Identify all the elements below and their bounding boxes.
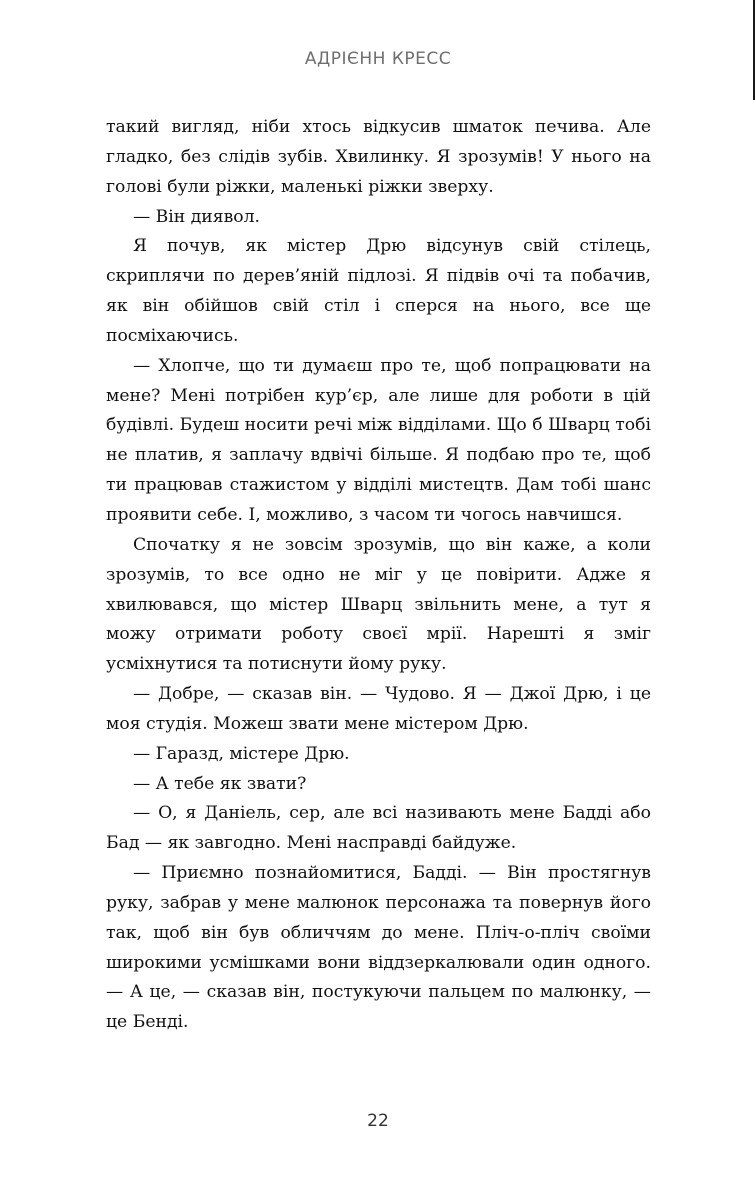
- paragraph: — Добре, — сказав він. — Чудово. Я — Джої Дрю, і це моя студія. Можеш звати мене містером Дрю.: [106, 684, 651, 734]
- paragraph: Я почув, як містер Дрю відсунув свій стілець, скриплячи по дерев’яній підлозі. Я підвів очі та побачив, як він обійшов свій стіл і сперся на нього, все ще посміхаючись.: [106, 236, 651, 346]
- paragraph: — О, я Даніель, сер, але всі називають мене Бадді або Бад — як завгодно. Мені насправді байдуже.: [106, 803, 651, 854]
- paragraph: — Він диявол.: [133, 206, 260, 227]
- paragraph: — А тебе як звати?: [133, 773, 307, 794]
- paragraph: — Хлопче, що ти думаєш про те, щоб попрацювати на мене? Мені потрібен кур’єр, але лише для роботи в цій будівлі. Будеш носити речі між відділами. Що б Шварц тобі не платив, я заплачу вдвічі більше. Я подбаю про те, щоб ти працював стажистом у відділі мистецтв. Дам тобі шанс проявити себе. І, можливо, з часом ти чогось навчишся.: [106, 355, 651, 525]
- body-text: [106, 113, 651, 1038]
- paragraph: — Гаразд, містере Дрю.: [133, 743, 350, 764]
- page-number: 22: [367, 1111, 389, 1131]
- paragraph: Спочатку я не зовсім зрозумів, що він каже, а коли зрозумів, то все одно не міг у це повірити. Адже я хвилювався, що містер Шварц звільнить мене, а тут я можу отримати роботу своєї мрії. Нарешті я зміг усміхнутися та потиснути йому руку.: [106, 534, 651, 675]
- paragraph: такий вигляд, ніби хтось відкусив шматок печива. Але гладко, без слідів зубів. Хвилинку. Я зрозумів! У нього на голові були ріжки, маленькі ріжки зверху.: [106, 117, 651, 197]
- running-header: АДРІЄНН КРЕСС: [304, 49, 452, 69]
- paragraph: — Приємно познайомитися, Бадді. — Він простягнув руку, забрав у мене малюнок персонажа та повернув його так, щоб він був обличчям до мене. Пліч-о-пліч своїми широкими усмішками вони віддзеркалювали один одного. — А це, — сказав він, постукуючи пальцем по малюнку, — це Бенді.: [106, 863, 651, 1033]
